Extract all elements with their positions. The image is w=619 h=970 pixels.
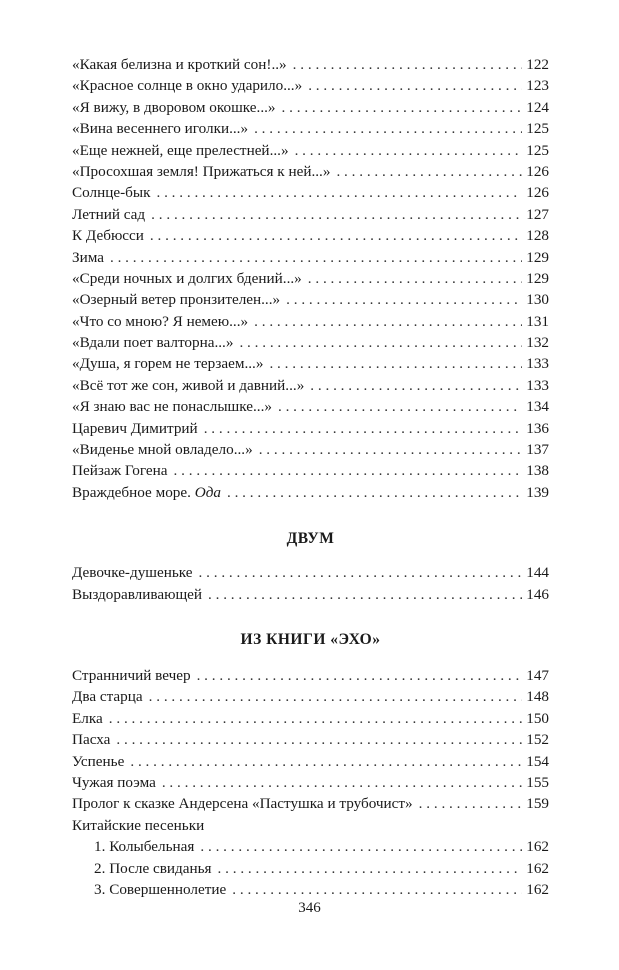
entry-page: 152 <box>526 731 549 749</box>
dot-leader <box>336 161 522 182</box>
toc-entry <box>72 247 549 268</box>
dot-leader <box>149 686 523 707</box>
dot-leader <box>197 665 523 686</box>
entry-title: Два старца <box>72 688 143 706</box>
entry-page: 138 <box>526 462 549 480</box>
entry-page: 132 <box>526 334 549 352</box>
dot-leader <box>310 375 522 396</box>
entry-title: Летний сад <box>72 205 146 223</box>
entry-title: Пролог к сказке Андерсена «Пастушка и трубочист» <box>72 795 413 813</box>
toc-entry <box>72 460 549 481</box>
entry-title: «Что со мною? Я немею...» <box>72 312 249 330</box>
entry-page: 155 <box>526 773 549 791</box>
toc-group-title <box>72 815 549 836</box>
toc-entry <box>72 225 549 246</box>
entry-title: «Я вижу, в дворовом окошке...» <box>72 98 276 116</box>
entry-page: 133 <box>526 355 549 373</box>
entry-title: Успенье <box>72 752 125 770</box>
entry-title: «Я знаю вас не понаслышке...» <box>72 398 272 416</box>
entry-title: 1. Колыбельная <box>94 838 195 856</box>
entry-page: 139 <box>526 483 549 501</box>
toc-entry <box>72 161 549 182</box>
entry-page: 159 <box>526 795 549 813</box>
toc-entry <box>72 204 549 225</box>
toc-sub-entry <box>72 836 549 857</box>
dot-leader <box>227 482 522 503</box>
entry-page: 126 <box>526 184 549 202</box>
toc-section-1 <box>72 54 549 503</box>
dot-leader <box>308 268 522 289</box>
dot-leader <box>254 118 522 139</box>
entry-page: 144 <box>526 564 549 582</box>
dot-leader <box>269 353 522 374</box>
dot-leader <box>116 729 522 750</box>
entry-title: Чужая поэма <box>72 773 156 791</box>
toc-entry <box>72 708 549 729</box>
entry-title: К Дебюсси <box>72 227 144 245</box>
toc-entry <box>72 729 549 750</box>
entry-title: Пейзаж Гогена <box>72 462 168 480</box>
toc-entry <box>72 584 549 605</box>
entry-title-main: Враждебное море. <box>72 483 191 501</box>
entry-title: «Среди ночных и долгих бдений...» <box>72 269 302 287</box>
entry-title: «Виденье мной овладело...» <box>72 441 253 459</box>
entry-title: Царевич Димитрий <box>72 419 198 437</box>
toc-entry <box>72 418 549 439</box>
dot-leader <box>293 54 523 75</box>
entry-title: Китайские песеньки <box>72 816 205 834</box>
toc-entry <box>72 482 549 503</box>
entry-page: 154 <box>526 752 549 770</box>
dot-leader <box>259 439 523 460</box>
entry-page: 136 <box>526 419 549 437</box>
dot-leader <box>278 396 522 417</box>
dot-leader <box>204 418 523 439</box>
entry-title: Зима <box>72 248 104 266</box>
section-heading: ДВУМ <box>286 530 335 548</box>
entry-page: 131 <box>526 312 549 330</box>
dot-leader <box>150 225 522 246</box>
entry-page: 128 <box>526 227 549 245</box>
entry-title: Выздоравливающей <box>72 585 203 603</box>
page-number: 346 <box>298 900 321 916</box>
entry-title: «Вина весеннего иголки...» <box>72 120 249 138</box>
entry-title: Девочке-душеньке <box>72 564 193 582</box>
dot-leader <box>162 772 522 793</box>
entry-title: «Какая белизна и кроткий сон!..» <box>72 56 287 73</box>
dot-leader <box>254 311 522 332</box>
entry-page: 125 <box>526 120 549 138</box>
toc-section-2 <box>72 562 549 605</box>
entry-page: 147 <box>526 666 549 684</box>
dot-leader <box>239 332 522 353</box>
dot-leader <box>174 460 523 481</box>
entry-title: «Душа, я горем не терзаем...» <box>72 355 264 373</box>
entry-title: «Просохшая земля! Прижаться к ней...» <box>72 162 331 180</box>
entry-page: 146 <box>526 585 549 603</box>
toc-entry <box>72 686 549 707</box>
entry-page: 123 <box>526 77 549 95</box>
toc-entry <box>72 140 549 161</box>
entry-title: 2. После свиданья <box>94 859 212 877</box>
entry-page: 129 <box>526 248 549 266</box>
dot-leader <box>308 75 522 96</box>
entry-page: 130 <box>526 291 549 309</box>
entry-title <box>72 482 221 503</box>
dot-leader <box>151 204 522 225</box>
dot-leader <box>218 858 523 879</box>
toc-entry <box>72 562 549 583</box>
section-heading: ИЗ КНИГИ «ЭХО» <box>240 630 381 648</box>
entry-title: 3. Совершеннолетие <box>94 880 227 898</box>
entry-title: Странничий вечер <box>72 666 191 684</box>
toc-entry <box>72 375 549 396</box>
entry-title: «Красное солнце в окно ударило...» <box>72 77 303 95</box>
entry-page: 150 <box>526 709 549 727</box>
entry-page: 137 <box>526 441 549 459</box>
dot-leader <box>419 793 523 814</box>
toc-entry <box>72 793 549 814</box>
entry-title: «Всё тот же сон, живой и давний...» <box>72 376 305 394</box>
toc-entry <box>72 751 549 772</box>
dot-leader <box>199 562 523 583</box>
toc-sub-entry <box>72 858 549 879</box>
toc-entry <box>72 289 549 310</box>
entry-page: 129 <box>526 269 549 287</box>
dot-leader <box>200 836 522 857</box>
toc-entry <box>72 353 549 374</box>
entry-page: 127 <box>526 205 549 223</box>
table-of-contents <box>72 54 549 900</box>
dot-leader <box>286 289 522 310</box>
toc-entry <box>72 54 549 75</box>
entry-title: «Вдали поет валторна...» <box>72 334 234 352</box>
toc-entry <box>72 311 549 332</box>
dot-leader <box>208 584 522 605</box>
dot-leader <box>109 708 522 729</box>
toc-entry <box>72 182 549 203</box>
entry-page: 122 <box>526 56 549 73</box>
toc-entry <box>72 772 549 793</box>
toc-entry <box>72 268 549 289</box>
entry-page: 162 <box>526 838 549 856</box>
entry-title: Елка <box>72 709 103 727</box>
entry-subtitle: Ода <box>194 483 221 501</box>
toc-entry <box>72 332 549 353</box>
entry-title: Пасха <box>72 731 111 749</box>
entry-title: «Озерный ветер пронзителен...» <box>72 291 281 309</box>
entry-page: 162 <box>526 859 549 877</box>
entry-title: «Еще нежней, еще прелестней...» <box>72 141 289 159</box>
entry-page: 124 <box>526 98 549 116</box>
entry-page: 125 <box>526 141 549 159</box>
dot-leader <box>130 751 522 772</box>
toc-entry <box>72 97 549 118</box>
entry-page: 134 <box>526 398 549 416</box>
entry-page: 162 <box>526 880 549 898</box>
toc-entry <box>72 665 549 686</box>
toc-entry <box>72 118 549 139</box>
entry-page: 126 <box>526 162 549 180</box>
toc-section-3 <box>72 665 549 900</box>
dot-leader <box>110 247 522 268</box>
toc-entry <box>72 75 549 96</box>
toc-entry <box>72 396 549 417</box>
dot-leader <box>282 97 523 118</box>
dot-leader <box>156 182 522 203</box>
entry-page: 148 <box>526 688 549 706</box>
toc-entry <box>72 439 549 460</box>
entry-page: 133 <box>526 376 549 394</box>
entry-title: Солнце-бык <box>72 184 151 202</box>
dot-leader <box>295 140 523 161</box>
